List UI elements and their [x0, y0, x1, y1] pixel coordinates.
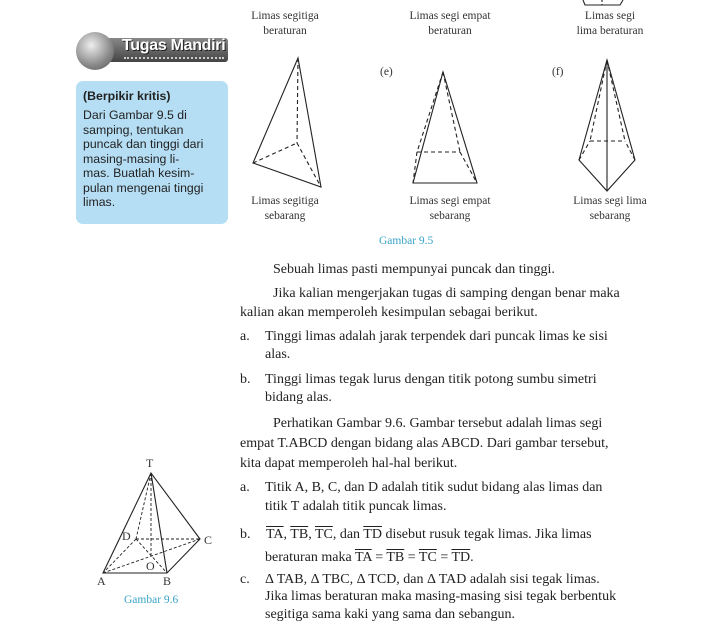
- segment-TA: $\overline{TA}$: [266, 527, 284, 542]
- caption-line: Limas segitiga: [251, 195, 319, 207]
- equals: =: [407, 550, 416, 565]
- figure-9-5-caption: Gambar 9.5: [379, 235, 434, 247]
- pentagon-pyramid-top-partial: [583, 0, 623, 5]
- logo-text: Tugas Mandiri: [122, 37, 226, 54]
- point-C: C: [204, 533, 213, 547]
- figure-9-6-caption: Gambar 9.6: [124, 594, 179, 606]
- square-pyramid-arbitrary: [413, 72, 477, 183]
- equals: =: [440, 550, 449, 565]
- point-O: O: [146, 559, 155, 573]
- caption-line: Limas segi empat: [409, 195, 491, 207]
- caption-line: sebarang: [589, 210, 631, 222]
- caption-square-arbitrary: [395, 194, 505, 224]
- separator: ,: [308, 527, 312, 542]
- label-f: (f): [552, 66, 564, 78]
- box-line: masing-masing li-: [83, 151, 180, 166]
- list2-marker-b: b.: [240, 527, 251, 542]
- caption-square-regular: [395, 9, 505, 39]
- list2-a-line: Titik A, B, C, dan D adalah titik sudut bidang alas limas dan: [265, 480, 603, 495]
- caption-line: Limas segitiga: [251, 10, 319, 22]
- list2-marker-c: c.: [240, 572, 250, 587]
- list2-c-line: segitiga sama kaki yang sama dan sebangun.: [265, 607, 515, 622]
- segment-TC: $\overline{TC}$: [314, 527, 333, 542]
- point-D: D: [122, 529, 131, 543]
- list2-b-line-2: [265, 550, 474, 566]
- text: disebut rusuk tegak limas. Jika limas: [385, 527, 592, 542]
- caption-line: Limas segi empat: [409, 10, 491, 22]
- caption-triangular-arbitrary: [240, 194, 330, 224]
- box-line: puncak dan tinggi dari: [83, 137, 204, 151]
- separator: ,: [283, 527, 288, 542]
- list1-b-line: bidang alas.: [265, 390, 332, 405]
- period: .: [470, 550, 474, 565]
- list2-c-line: Jika limas beraturan maka masing-masing sisi tegak berbentuk: [265, 589, 617, 604]
- segment-TB: $\overline{TB}$: [290, 527, 309, 542]
- box-line: limas.: [83, 195, 116, 209]
- list1-a-line: alas.: [265, 347, 291, 362]
- caption-line: sebarang: [429, 210, 471, 222]
- segment-TD: $\overline{TD}$: [363, 527, 382, 542]
- list1-b-line: Tinggi limas tegak lurus dengan titik potong sumbu simetri: [265, 372, 597, 387]
- triangular-pyramid-arbitrary: [253, 58, 321, 187]
- point-B: B: [163, 574, 172, 588]
- list1-marker-a: a.: [240, 329, 250, 344]
- caption-line: lima beraturan: [576, 25, 644, 37]
- label-e: (e): [380, 66, 393, 78]
- list2-b-line-1: [266, 527, 592, 543]
- caption-line: beraturan: [263, 25, 307, 37]
- segment-TD: $\overline{TD}$: [451, 550, 471, 565]
- caption-line: Limas segi lima: [573, 195, 647, 207]
- point-T: T: [146, 456, 154, 470]
- box-line: Dari Gambar 9.5 di: [83, 108, 187, 122]
- list1-a-line: Tinggi limas adalah jarak terpendek dari puncak limas ke sisi: [265, 329, 608, 344]
- paragraph-1: Sebuah limas pasti mempunyai puncak dan tinggi.: [273, 262, 555, 277]
- paragraph-3-line: empat T.ABCD dengan bidang alas ABCD. Dari gambar tersebut,: [240, 436, 609, 451]
- segment-TC: $\overline{TC}$: [418, 550, 437, 565]
- box-title: (Berpikir kritis): [83, 89, 171, 103]
- box-line: pulan mengenai tinggi: [83, 180, 204, 195]
- segment-TA: $\overline{TA}$: [354, 550, 372, 565]
- box-line: mas. Buatlah kesim-: [83, 166, 195, 180]
- caption-pentagon-regular: [560, 9, 660, 39]
- caption-triangular-regular: [240, 9, 330, 39]
- paragraph-3-line: Perhatikan Gambar 9.6. Gambar tersebut adalah limas segi: [273, 416, 603, 431]
- list1-marker-b: b.: [240, 372, 251, 387]
- paragraph-2-line: kalian akan memperoleh kesimpulan sebagai berikut.: [240, 305, 538, 320]
- pentagon-pyramid-arbitrary: [579, 60, 635, 191]
- paragraph-2-line: Jika kalian mengerjakan tugas di samping dengan benar maka: [273, 286, 620, 301]
- caption-line: beraturan: [428, 25, 472, 37]
- paragraph-3-line: kita dapat memperoleh hal-hal berikut.: [240, 456, 458, 471]
- pyramid-tabcd: [103, 473, 200, 573]
- point-A: A: [97, 574, 106, 588]
- equals: =: [375, 550, 384, 565]
- list2-marker-a: a.: [240, 480, 250, 495]
- text: beraturan maka: [265, 550, 352, 565]
- box-line: samping, tentukan: [83, 122, 184, 137]
- list2-c-line: Δ TAB, Δ TBC, Δ TCD, dan Δ TAD adalah sisi tegak limas.: [265, 572, 600, 587]
- caption-pentagon-arbitrary: [560, 194, 660, 224]
- caption-line: Limas segi: [584, 10, 636, 22]
- list2-a-line: titik T adalah titik puncak limas.: [265, 499, 447, 514]
- segment-TB: $\overline{TB}$: [386, 550, 405, 565]
- caption-line: sebarang: [264, 210, 306, 222]
- separator: , dan: [332, 527, 361, 542]
